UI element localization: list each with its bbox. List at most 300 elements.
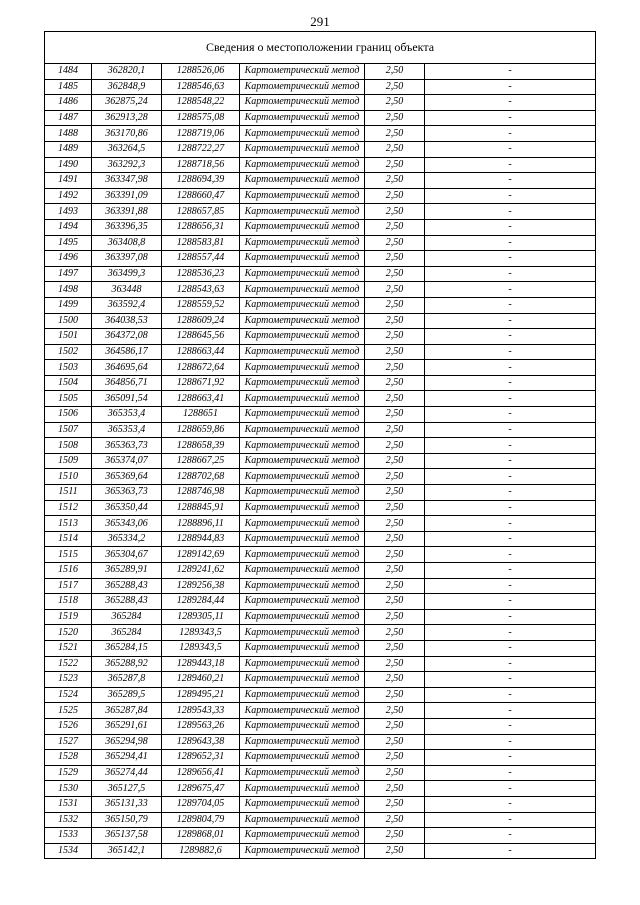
cell-method: Картометрический метод bbox=[240, 718, 365, 734]
cell-accuracy: 2,50 bbox=[365, 391, 425, 407]
cell-method: Картометрический метод bbox=[240, 126, 365, 142]
cell-method: Картометрический метод bbox=[240, 329, 365, 345]
cell-y-coordinate: 1288896,11 bbox=[162, 516, 240, 532]
cell-accuracy: 2,50 bbox=[365, 656, 425, 672]
cell-y-coordinate: 1288557,44 bbox=[162, 251, 240, 267]
cell-point-number: 1517 bbox=[45, 578, 92, 594]
table-header-row bbox=[45, 32, 596, 64]
cell-y-coordinate: 1289241,62 bbox=[162, 563, 240, 579]
cell-y-coordinate: 1289142,69 bbox=[162, 547, 240, 563]
table-row bbox=[45, 734, 596, 750]
cell-dash: - bbox=[425, 251, 596, 267]
table-row bbox=[45, 656, 596, 672]
cell-y-coordinate: 1288536,23 bbox=[162, 266, 240, 282]
cell-dash: - bbox=[425, 734, 596, 750]
cell-x-coordinate: 363347,98 bbox=[92, 173, 162, 189]
cell-x-coordinate: 364856,71 bbox=[92, 375, 162, 391]
cell-accuracy: 2,50 bbox=[365, 547, 425, 563]
cell-x-coordinate: 362875,24 bbox=[92, 95, 162, 111]
cell-y-coordinate: 1288609,24 bbox=[162, 313, 240, 329]
cell-point-number: 1528 bbox=[45, 750, 92, 766]
cell-method: Картометрический метод bbox=[240, 438, 365, 454]
table-row bbox=[45, 282, 596, 298]
table-row bbox=[45, 453, 596, 469]
cell-y-coordinate: 1288657,85 bbox=[162, 204, 240, 220]
cell-point-number: 1510 bbox=[45, 469, 92, 485]
table-row bbox=[45, 796, 596, 812]
cell-y-coordinate: 1288660,47 bbox=[162, 188, 240, 204]
cell-accuracy: 2,50 bbox=[365, 453, 425, 469]
cell-x-coordinate: 363396,35 bbox=[92, 219, 162, 235]
cell-dash: - bbox=[425, 828, 596, 844]
cell-x-coordinate: 365291,61 bbox=[92, 718, 162, 734]
table-row bbox=[45, 329, 596, 345]
cell-x-coordinate: 365274,44 bbox=[92, 765, 162, 781]
cell-method: Картометрический метод bbox=[240, 796, 365, 812]
cell-x-coordinate: 365294,98 bbox=[92, 734, 162, 750]
cell-method: Картометрический метод bbox=[240, 297, 365, 313]
cell-method: Картометрический метод bbox=[240, 173, 365, 189]
cell-y-coordinate: 1289868,01 bbox=[162, 828, 240, 844]
cell-accuracy: 2,50 bbox=[365, 796, 425, 812]
cell-method: Картометрический метод bbox=[240, 609, 365, 625]
cell-method: Картометрический метод bbox=[240, 547, 365, 563]
cell-dash: - bbox=[425, 750, 596, 766]
cell-x-coordinate: 362848,9 bbox=[92, 79, 162, 95]
cell-accuracy: 2,50 bbox=[365, 79, 425, 95]
cell-x-coordinate: 364372,08 bbox=[92, 329, 162, 345]
cell-y-coordinate: 1288672,64 bbox=[162, 360, 240, 376]
cell-accuracy: 2,50 bbox=[365, 282, 425, 298]
cell-method: Картометрический метод bbox=[240, 157, 365, 173]
cell-method: Картометрический метод bbox=[240, 625, 365, 641]
cell-point-number: 1492 bbox=[45, 188, 92, 204]
cell-accuracy: 2,50 bbox=[365, 578, 425, 594]
cell-method: Картометрический метод bbox=[240, 750, 365, 766]
cell-method: Картометрический метод bbox=[240, 453, 365, 469]
cell-y-coordinate: 1288546,63 bbox=[162, 79, 240, 95]
table-row bbox=[45, 594, 596, 610]
table-row bbox=[45, 266, 596, 282]
cell-accuracy: 2,50 bbox=[365, 266, 425, 282]
cell-point-number: 1488 bbox=[45, 126, 92, 142]
cell-point-number: 1487 bbox=[45, 110, 92, 126]
table-row bbox=[45, 718, 596, 734]
cell-dash: - bbox=[425, 344, 596, 360]
table-row bbox=[45, 422, 596, 438]
cell-y-coordinate: 1288543,63 bbox=[162, 282, 240, 298]
cell-dash: - bbox=[425, 609, 596, 625]
cell-y-coordinate: 1289460,21 bbox=[162, 672, 240, 688]
cell-accuracy: 2,50 bbox=[365, 251, 425, 267]
cell-accuracy: 2,50 bbox=[365, 126, 425, 142]
cell-x-coordinate: 363391,88 bbox=[92, 204, 162, 220]
cell-x-coordinate: 365288,92 bbox=[92, 656, 162, 672]
cell-accuracy: 2,50 bbox=[365, 329, 425, 345]
table-row bbox=[45, 79, 596, 95]
cell-y-coordinate: 1289675,47 bbox=[162, 781, 240, 797]
cell-point-number: 1507 bbox=[45, 422, 92, 438]
cell-point-number: 1496 bbox=[45, 251, 92, 267]
table-row bbox=[45, 812, 596, 828]
cell-point-number: 1494 bbox=[45, 219, 92, 235]
cell-method: Картометрический метод bbox=[240, 687, 365, 703]
table-body bbox=[45, 32, 596, 859]
cell-dash: - bbox=[425, 204, 596, 220]
cell-method: Картометрический метод bbox=[240, 500, 365, 516]
cell-accuracy: 2,50 bbox=[365, 781, 425, 797]
boundary-table bbox=[44, 31, 596, 859]
cell-dash: - bbox=[425, 407, 596, 423]
cell-point-number: 1484 bbox=[45, 64, 92, 80]
cell-accuracy: 2,50 bbox=[365, 516, 425, 532]
cell-y-coordinate: 1288548,22 bbox=[162, 95, 240, 111]
cell-accuracy: 2,50 bbox=[365, 672, 425, 688]
cell-method: Картометрический метод bbox=[240, 110, 365, 126]
cell-y-coordinate: 1288656,31 bbox=[162, 219, 240, 235]
cell-x-coordinate: 365289,5 bbox=[92, 687, 162, 703]
cell-method: Картометрический метод bbox=[240, 516, 365, 532]
cell-x-coordinate: 365284 bbox=[92, 609, 162, 625]
cell-point-number: 1485 bbox=[45, 79, 92, 95]
cell-x-coordinate: 365284 bbox=[92, 625, 162, 641]
cell-dash: - bbox=[425, 188, 596, 204]
table-row bbox=[45, 500, 596, 516]
table-row bbox=[45, 235, 596, 251]
cell-y-coordinate: 1288658,39 bbox=[162, 438, 240, 454]
table-row bbox=[45, 219, 596, 235]
table-row bbox=[45, 828, 596, 844]
cell-point-number: 1498 bbox=[45, 282, 92, 298]
table-row bbox=[45, 297, 596, 313]
table-header-title: Сведения о местоположении границ объекта bbox=[45, 32, 596, 64]
cell-dash: - bbox=[425, 469, 596, 485]
cell-x-coordinate: 365091,54 bbox=[92, 391, 162, 407]
cell-dash: - bbox=[425, 718, 596, 734]
table-row bbox=[45, 563, 596, 579]
cell-method: Картометрический метод bbox=[240, 640, 365, 656]
cell-point-number: 1490 bbox=[45, 157, 92, 173]
cell-accuracy: 2,50 bbox=[365, 734, 425, 750]
cell-dash: - bbox=[425, 796, 596, 812]
table-row bbox=[45, 141, 596, 157]
cell-y-coordinate: 1289882,6 bbox=[162, 843, 240, 859]
cell-y-coordinate: 1288663,44 bbox=[162, 344, 240, 360]
cell-point-number: 1516 bbox=[45, 563, 92, 579]
cell-point-number: 1497 bbox=[45, 266, 92, 282]
table-row bbox=[45, 204, 596, 220]
cell-method: Картометрический метод bbox=[240, 235, 365, 251]
cell-point-number: 1504 bbox=[45, 375, 92, 391]
cell-method: Картометрический метод bbox=[240, 781, 365, 797]
cell-y-coordinate: 1289804,79 bbox=[162, 812, 240, 828]
cell-dash: - bbox=[425, 141, 596, 157]
cell-x-coordinate: 362820,1 bbox=[92, 64, 162, 80]
cell-point-number: 1508 bbox=[45, 438, 92, 454]
cell-dash: - bbox=[425, 173, 596, 189]
cell-x-coordinate: 365294,41 bbox=[92, 750, 162, 766]
cell-y-coordinate: 1289495,21 bbox=[162, 687, 240, 703]
cell-x-coordinate: 365353,4 bbox=[92, 407, 162, 423]
cell-dash: - bbox=[425, 625, 596, 641]
cell-y-coordinate: 1288559,52 bbox=[162, 297, 240, 313]
cell-dash: - bbox=[425, 360, 596, 376]
cell-point-number: 1505 bbox=[45, 391, 92, 407]
cell-accuracy: 2,50 bbox=[365, 204, 425, 220]
cell-x-coordinate: 363170,86 bbox=[92, 126, 162, 142]
table-row bbox=[45, 157, 596, 173]
table-row bbox=[45, 188, 596, 204]
cell-point-number: 1515 bbox=[45, 547, 92, 563]
table-row bbox=[45, 344, 596, 360]
cell-y-coordinate: 1288663,41 bbox=[162, 391, 240, 407]
table-row bbox=[45, 765, 596, 781]
cell-x-coordinate: 363264,5 bbox=[92, 141, 162, 157]
cell-x-coordinate: 365288,43 bbox=[92, 594, 162, 610]
cell-dash: - bbox=[425, 500, 596, 516]
cell-y-coordinate: 1288583,81 bbox=[162, 235, 240, 251]
cell-point-number: 1512 bbox=[45, 500, 92, 516]
cell-method: Картометрический метод bbox=[240, 828, 365, 844]
cell-point-number: 1506 bbox=[45, 407, 92, 423]
cell-x-coordinate: 363408,8 bbox=[92, 235, 162, 251]
cell-method: Картометрический метод bbox=[240, 95, 365, 111]
table-row bbox=[45, 703, 596, 719]
table-row bbox=[45, 313, 596, 329]
cell-accuracy: 2,50 bbox=[365, 64, 425, 80]
cell-method: Картометрический метод bbox=[240, 485, 365, 501]
table-row bbox=[45, 609, 596, 625]
cell-y-coordinate: 1288746,98 bbox=[162, 485, 240, 501]
cell-x-coordinate: 365127,5 bbox=[92, 781, 162, 797]
cell-point-number: 1518 bbox=[45, 594, 92, 610]
cell-point-number: 1511 bbox=[45, 485, 92, 501]
cell-accuracy: 2,50 bbox=[365, 407, 425, 423]
cell-point-number: 1502 bbox=[45, 344, 92, 360]
cell-y-coordinate: 1289643,38 bbox=[162, 734, 240, 750]
table-row bbox=[45, 360, 596, 376]
table-row bbox=[45, 173, 596, 189]
table-row bbox=[45, 469, 596, 485]
table-row bbox=[45, 251, 596, 267]
cell-dash: - bbox=[425, 563, 596, 579]
cell-dash: - bbox=[425, 157, 596, 173]
cell-dash: - bbox=[425, 219, 596, 235]
cell-method: Картометрический метод bbox=[240, 64, 365, 80]
cell-point-number: 1527 bbox=[45, 734, 92, 750]
cell-y-coordinate: 1289284,44 bbox=[162, 594, 240, 610]
cell-point-number: 1491 bbox=[45, 173, 92, 189]
table-row bbox=[45, 578, 596, 594]
cell-y-coordinate: 1288718,56 bbox=[162, 157, 240, 173]
cell-method: Картометрический метод bbox=[240, 594, 365, 610]
cell-dash: - bbox=[425, 781, 596, 797]
cell-dash: - bbox=[425, 640, 596, 656]
cell-method: Картометрический метод bbox=[240, 188, 365, 204]
cell-x-coordinate: 365137,58 bbox=[92, 828, 162, 844]
cell-y-coordinate: 1288659,86 bbox=[162, 422, 240, 438]
cell-dash: - bbox=[425, 391, 596, 407]
cell-y-coordinate: 1288671,92 bbox=[162, 375, 240, 391]
table-row bbox=[45, 531, 596, 547]
cell-x-coordinate: 365288,43 bbox=[92, 578, 162, 594]
cell-accuracy: 2,50 bbox=[365, 438, 425, 454]
cell-accuracy: 2,50 bbox=[365, 500, 425, 516]
table-row bbox=[45, 95, 596, 111]
cell-x-coordinate: 365363,73 bbox=[92, 438, 162, 454]
table-row bbox=[45, 640, 596, 656]
cell-x-coordinate: 365350,44 bbox=[92, 500, 162, 516]
cell-dash: - bbox=[425, 703, 596, 719]
cell-point-number: 1495 bbox=[45, 235, 92, 251]
cell-method: Картометрический метод bbox=[240, 765, 365, 781]
cell-dash: - bbox=[425, 329, 596, 345]
cell-dash: - bbox=[425, 453, 596, 469]
cell-x-coordinate: 365363,73 bbox=[92, 485, 162, 501]
cell-point-number: 1525 bbox=[45, 703, 92, 719]
cell-dash: - bbox=[425, 672, 596, 688]
cell-dash: - bbox=[425, 297, 596, 313]
cell-accuracy: 2,50 bbox=[365, 219, 425, 235]
cell-dash: - bbox=[425, 438, 596, 454]
cell-y-coordinate: 1289256,38 bbox=[162, 578, 240, 594]
cell-x-coordinate: 365334,2 bbox=[92, 531, 162, 547]
cell-dash: - bbox=[425, 313, 596, 329]
cell-x-coordinate: 363592,4 bbox=[92, 297, 162, 313]
table-row bbox=[45, 781, 596, 797]
cell-accuracy: 2,50 bbox=[365, 485, 425, 501]
cell-dash: - bbox=[425, 235, 596, 251]
cell-dash: - bbox=[425, 79, 596, 95]
cell-point-number: 1513 bbox=[45, 516, 92, 532]
cell-method: Картометрический метод bbox=[240, 578, 365, 594]
cell-dash: - bbox=[425, 126, 596, 142]
cell-x-coordinate: 362913,28 bbox=[92, 110, 162, 126]
cell-method: Картометрический метод bbox=[240, 703, 365, 719]
cell-y-coordinate: 1288526,06 bbox=[162, 64, 240, 80]
cell-dash: - bbox=[425, 422, 596, 438]
cell-dash: - bbox=[425, 812, 596, 828]
cell-point-number: 1534 bbox=[45, 843, 92, 859]
cell-x-coordinate: 365142,1 bbox=[92, 843, 162, 859]
cell-y-coordinate: 1289343,5 bbox=[162, 625, 240, 641]
cell-accuracy: 2,50 bbox=[365, 422, 425, 438]
table-row bbox=[45, 750, 596, 766]
cell-x-coordinate: 364586,17 bbox=[92, 344, 162, 360]
cell-x-coordinate: 365343,06 bbox=[92, 516, 162, 532]
cell-y-coordinate: 1288702,68 bbox=[162, 469, 240, 485]
cell-method: Картометрический метод bbox=[240, 407, 365, 423]
cell-accuracy: 2,50 bbox=[365, 375, 425, 391]
table-row bbox=[45, 110, 596, 126]
cell-y-coordinate: 1289443,18 bbox=[162, 656, 240, 672]
cell-x-coordinate: 365287,84 bbox=[92, 703, 162, 719]
cell-x-coordinate: 363397,08 bbox=[92, 251, 162, 267]
cell-dash: - bbox=[425, 656, 596, 672]
cell-method: Картометрический метод bbox=[240, 251, 365, 267]
cell-x-coordinate: 364038,53 bbox=[92, 313, 162, 329]
cell-accuracy: 2,50 bbox=[365, 828, 425, 844]
cell-point-number: 1514 bbox=[45, 531, 92, 547]
cell-point-number: 1532 bbox=[45, 812, 92, 828]
cell-point-number: 1533 bbox=[45, 828, 92, 844]
cell-method: Картометрический метод bbox=[240, 360, 365, 376]
cell-point-number: 1529 bbox=[45, 765, 92, 781]
cell-dash: - bbox=[425, 516, 596, 532]
cell-accuracy: 2,50 bbox=[365, 469, 425, 485]
cell-point-number: 1531 bbox=[45, 796, 92, 812]
cell-dash: - bbox=[425, 375, 596, 391]
cell-point-number: 1521 bbox=[45, 640, 92, 656]
table-row bbox=[45, 407, 596, 423]
cell-accuracy: 2,50 bbox=[365, 95, 425, 111]
cell-dash: - bbox=[425, 266, 596, 282]
cell-method: Картометрический метод bbox=[240, 313, 365, 329]
cell-method: Картометрический метод bbox=[240, 79, 365, 95]
cell-x-coordinate: 365374,07 bbox=[92, 453, 162, 469]
cell-x-coordinate: 365131,33 bbox=[92, 796, 162, 812]
cell-point-number: 1486 bbox=[45, 95, 92, 111]
cell-accuracy: 2,50 bbox=[365, 344, 425, 360]
cell-method: Картометрический метод bbox=[240, 672, 365, 688]
cell-y-coordinate: 1289656,41 bbox=[162, 765, 240, 781]
cell-y-coordinate: 1288694,39 bbox=[162, 173, 240, 189]
cell-accuracy: 2,50 bbox=[365, 360, 425, 376]
cell-accuracy: 2,50 bbox=[365, 173, 425, 189]
cell-method: Картометрический метод bbox=[240, 391, 365, 407]
cell-point-number: 1501 bbox=[45, 329, 92, 345]
cell-y-coordinate: 1288575,08 bbox=[162, 110, 240, 126]
cell-y-coordinate: 1288651 bbox=[162, 407, 240, 423]
cell-method: Картометрический метод bbox=[240, 812, 365, 828]
cell-method: Картометрический метод bbox=[240, 219, 365, 235]
cell-method: Картометрический метод bbox=[240, 563, 365, 579]
cell-accuracy: 2,50 bbox=[365, 718, 425, 734]
cell-accuracy: 2,50 bbox=[365, 297, 425, 313]
cell-accuracy: 2,50 bbox=[365, 235, 425, 251]
cell-point-number: 1522 bbox=[45, 656, 92, 672]
cell-x-coordinate: 363292,3 bbox=[92, 157, 162, 173]
cell-accuracy: 2,50 bbox=[365, 594, 425, 610]
table-row bbox=[45, 438, 596, 454]
table-row bbox=[45, 547, 596, 563]
cell-method: Картометрический метод bbox=[240, 282, 365, 298]
cell-y-coordinate: 1289704,05 bbox=[162, 796, 240, 812]
cell-accuracy: 2,50 bbox=[365, 188, 425, 204]
cell-accuracy: 2,50 bbox=[365, 563, 425, 579]
cell-x-coordinate: 365304,67 bbox=[92, 547, 162, 563]
cell-x-coordinate: 365353,4 bbox=[92, 422, 162, 438]
table-row bbox=[45, 687, 596, 703]
cell-y-coordinate: 1289563,26 bbox=[162, 718, 240, 734]
cell-accuracy: 2,50 bbox=[365, 750, 425, 766]
cell-point-number: 1519 bbox=[45, 609, 92, 625]
cell-point-number: 1530 bbox=[45, 781, 92, 797]
cell-dash: - bbox=[425, 578, 596, 594]
table-row bbox=[45, 625, 596, 641]
cell-x-coordinate: 363499,3 bbox=[92, 266, 162, 282]
cell-point-number: 1503 bbox=[45, 360, 92, 376]
cell-x-coordinate: 364695,64 bbox=[92, 360, 162, 376]
cell-method: Картометрический метод bbox=[240, 141, 365, 157]
cell-y-coordinate: 1288944,83 bbox=[162, 531, 240, 547]
cell-x-coordinate: 365369,64 bbox=[92, 469, 162, 485]
cell-y-coordinate: 1288667,25 bbox=[162, 453, 240, 469]
cell-method: Картометрический метод bbox=[240, 843, 365, 859]
table-row bbox=[45, 672, 596, 688]
cell-method: Картометрический метод bbox=[240, 469, 365, 485]
cell-x-coordinate: 363448 bbox=[92, 282, 162, 298]
